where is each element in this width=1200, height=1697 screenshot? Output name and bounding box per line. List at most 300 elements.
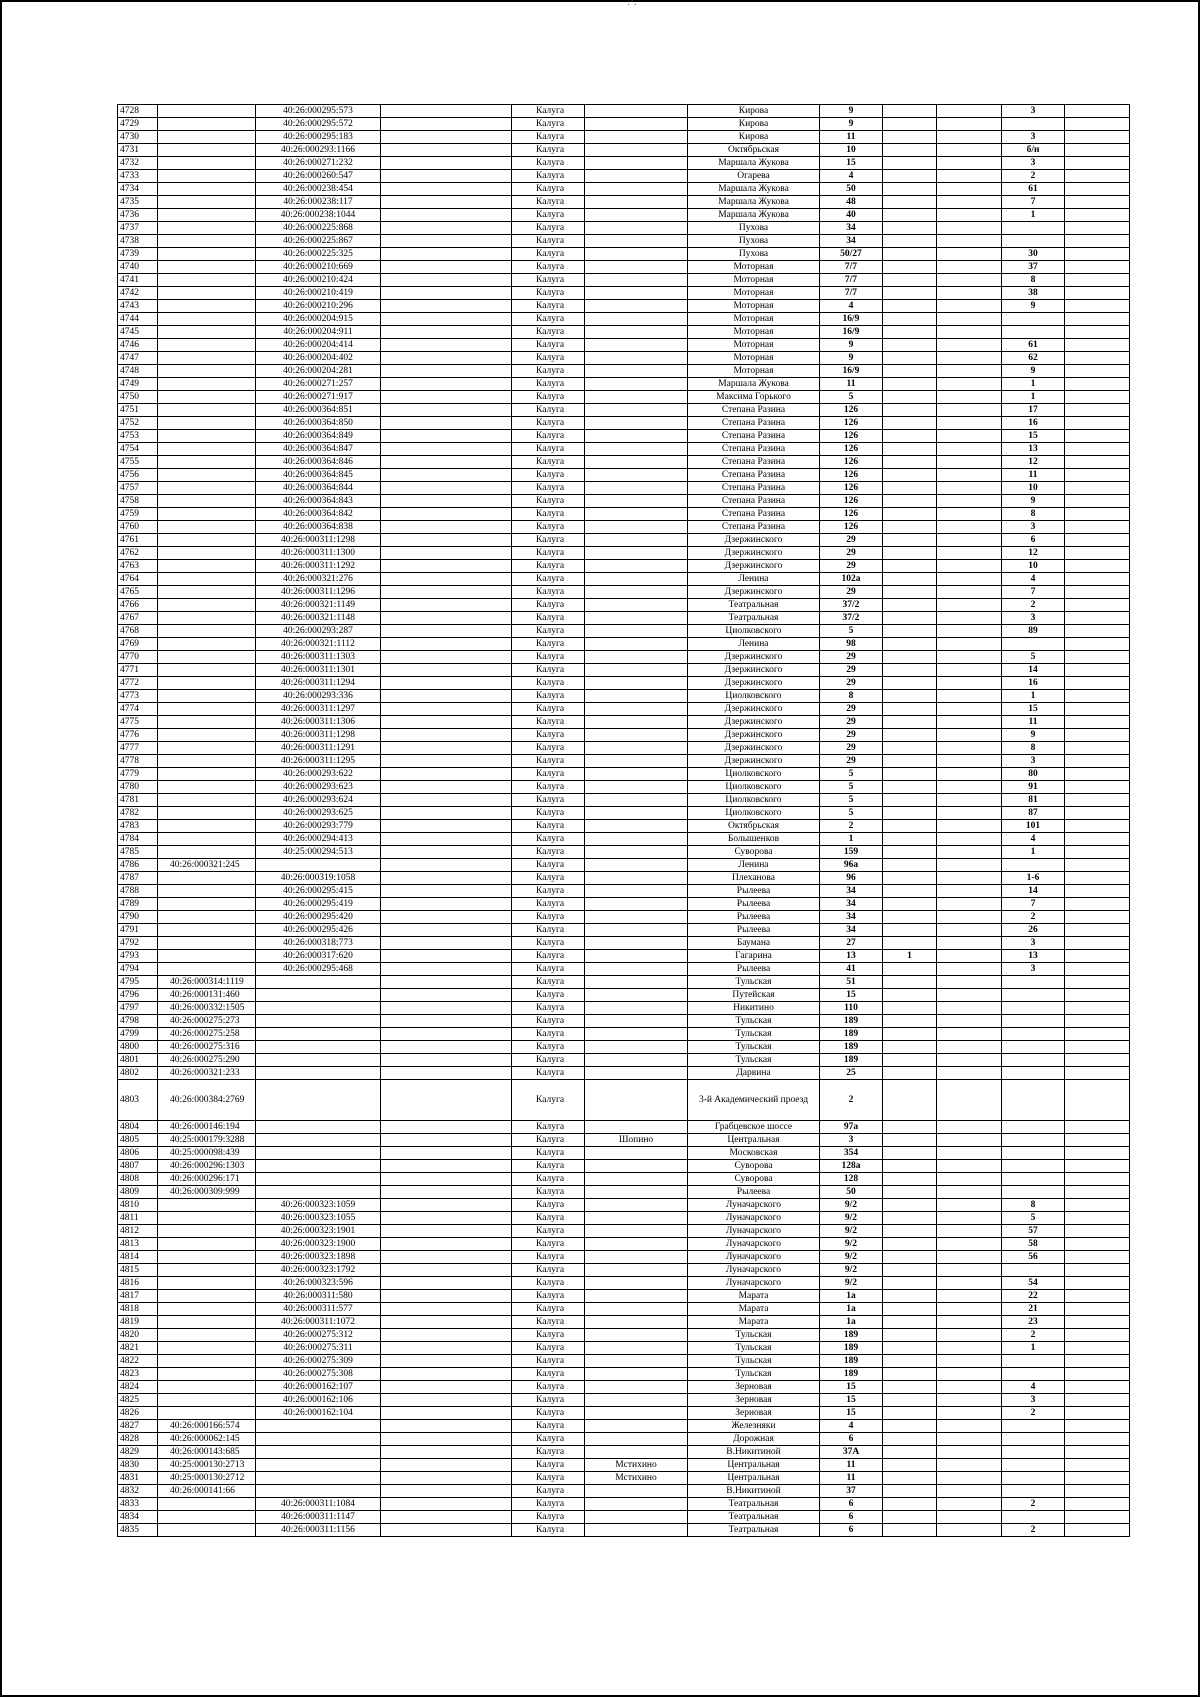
blank-cell xyxy=(937,1407,1002,1420)
city-cell: Калуга xyxy=(512,755,585,768)
blank-cell xyxy=(937,651,1002,664)
house-number-cell: 29 xyxy=(820,586,883,599)
house-number-cell: 11 xyxy=(820,378,883,391)
settlement-cell xyxy=(585,1381,688,1394)
table-row xyxy=(118,1329,1130,1342)
city-cell: Калуга xyxy=(512,1015,585,1028)
settlement-cell xyxy=(585,326,688,339)
blank-cell xyxy=(937,1511,1002,1524)
table-row xyxy=(118,365,1130,378)
city-cell: Калуга xyxy=(512,1394,585,1407)
premises-cadastral-number-cell: 40:26:000225:867 xyxy=(256,235,381,248)
city-cell: Калуга xyxy=(512,833,585,846)
blank-cell xyxy=(381,417,512,430)
land-cadastral-number-cell: 40:26:000384:2769 xyxy=(158,1080,256,1121)
apartment-cell: 22 xyxy=(1002,1290,1065,1303)
row-number-cell: 4823 xyxy=(118,1368,158,1381)
street-cell: Рылеева xyxy=(688,924,820,937)
blank-cell xyxy=(1065,911,1130,924)
land-cadastral-number-cell xyxy=(158,274,256,287)
house-number-cell: 29 xyxy=(820,729,883,742)
building-cell xyxy=(883,638,937,651)
table-row xyxy=(118,404,1130,417)
table-row xyxy=(118,1212,1130,1225)
premises-cadastral-number-cell: 40:26:000317:620 xyxy=(256,950,381,963)
street-cell: Моторная xyxy=(688,287,820,300)
premises-cadastral-number-cell: 40:26:000275:312 xyxy=(256,1329,381,1342)
table-row xyxy=(118,768,1130,781)
house-number-cell: 41 xyxy=(820,963,883,976)
blank-cell xyxy=(381,1264,512,1277)
land-cadastral-number-cell xyxy=(158,612,256,625)
blank-cell xyxy=(937,222,1002,235)
land-cadastral-number-cell: 40:25:000179:3288 xyxy=(158,1134,256,1147)
blank-cell xyxy=(1065,1316,1130,1329)
building-cell xyxy=(883,443,937,456)
blank-cell xyxy=(937,1212,1002,1225)
table-row xyxy=(118,417,1130,430)
city-cell: Калуга xyxy=(512,1511,585,1524)
city-cell: Калуга xyxy=(512,391,585,404)
premises-cadastral-number-cell: 40:26:000293:336 xyxy=(256,690,381,703)
apartment-cell xyxy=(1002,859,1065,872)
blank-cell xyxy=(381,1225,512,1238)
table-row xyxy=(118,248,1130,261)
row-number-cell: 4739 xyxy=(118,248,158,261)
blank-cell xyxy=(381,599,512,612)
land-cadastral-number-cell: 40:26:000332:1505 xyxy=(158,1002,256,1015)
building-cell xyxy=(883,118,937,131)
apartment-cell xyxy=(1002,1147,1065,1160)
house-number-cell: 5 xyxy=(820,391,883,404)
land-cadastral-number-cell xyxy=(158,950,256,963)
house-number-cell: 29 xyxy=(820,716,883,729)
blank-cell xyxy=(937,404,1002,417)
settlement-cell xyxy=(585,1511,688,1524)
land-cadastral-number-cell xyxy=(158,924,256,937)
street-cell: Тульская xyxy=(688,1355,820,1368)
house-number-cell: 2 xyxy=(820,1080,883,1121)
house-number-cell: 48 xyxy=(820,196,883,209)
building-cell xyxy=(883,1147,937,1160)
premises-cadastral-number-cell: 40:26:000319:1058 xyxy=(256,872,381,885)
premises-cadastral-number-cell: 40:26:000238:117 xyxy=(256,196,381,209)
street-cell: Моторная xyxy=(688,274,820,287)
settlement-cell xyxy=(585,1420,688,1433)
row-number-cell: 4833 xyxy=(118,1498,158,1511)
house-number-cell: 10 xyxy=(820,144,883,157)
street-cell: Степана Разина xyxy=(688,456,820,469)
premises-cadastral-number-cell: 40:26:000293:287 xyxy=(256,625,381,638)
city-cell: Калуга xyxy=(512,508,585,521)
table-row xyxy=(118,716,1130,729)
blank-cell xyxy=(937,768,1002,781)
building-cell xyxy=(883,131,937,144)
street-cell: Циолковского xyxy=(688,625,820,638)
land-cadastral-number-cell xyxy=(158,846,256,859)
building-cell xyxy=(883,586,937,599)
premises-cadastral-number-cell: 40:26:000311:1084 xyxy=(256,1498,381,1511)
settlement-cell xyxy=(585,1394,688,1407)
apartment-cell: 57 xyxy=(1002,1225,1065,1238)
blank-cell xyxy=(1065,131,1130,144)
table-row xyxy=(118,261,1130,274)
blank-cell xyxy=(937,794,1002,807)
street-cell: Театральная xyxy=(688,1498,820,1511)
house-number-cell: 37 xyxy=(820,1485,883,1498)
blank-cell xyxy=(381,131,512,144)
building-cell xyxy=(883,339,937,352)
settlement-cell: Шопино xyxy=(585,1134,688,1147)
house-number-cell: 4 xyxy=(820,300,883,313)
house-number-cell: 34 xyxy=(820,222,883,235)
table-row xyxy=(118,703,1130,716)
street-cell: Гагарина xyxy=(688,950,820,963)
blank-cell xyxy=(1065,1212,1130,1225)
blank-cell xyxy=(1065,170,1130,183)
table-row xyxy=(118,781,1130,794)
street-cell: Суворова xyxy=(688,846,820,859)
table-row xyxy=(118,1147,1130,1160)
land-cadastral-number-cell xyxy=(158,768,256,781)
land-cadastral-number-cell xyxy=(158,287,256,300)
apartment-cell: 4 xyxy=(1002,573,1065,586)
blank-cell xyxy=(937,417,1002,430)
land-cadastral-number-cell xyxy=(158,573,256,586)
city-cell: Калуга xyxy=(512,937,585,950)
blank-cell xyxy=(937,625,1002,638)
row-number-cell: 4815 xyxy=(118,1264,158,1277)
building-cell xyxy=(883,1485,937,1498)
house-number-cell: 5 xyxy=(820,768,883,781)
blank-cell xyxy=(937,521,1002,534)
street-cell: Театральная xyxy=(688,1524,820,1537)
blank-cell xyxy=(1065,872,1130,885)
settlement-cell xyxy=(585,651,688,664)
building-cell xyxy=(883,1407,937,1420)
apartment-cell xyxy=(1002,1446,1065,1459)
city-cell: Калуга xyxy=(512,963,585,976)
row-number-cell: 4834 xyxy=(118,1511,158,1524)
blank-cell xyxy=(381,1238,512,1251)
building-cell xyxy=(883,170,937,183)
city-cell: Калуга xyxy=(512,1355,585,1368)
blank-cell xyxy=(381,1368,512,1381)
land-cadastral-number-cell xyxy=(158,261,256,274)
blank-cell xyxy=(381,846,512,859)
settlement-cell xyxy=(585,1264,688,1277)
settlement-cell xyxy=(585,1028,688,1041)
apartment-cell xyxy=(1002,989,1065,1002)
house-number-cell: 29 xyxy=(820,651,883,664)
house-number-cell: 9/2 xyxy=(820,1199,883,1212)
house-number-cell: 8 xyxy=(820,690,883,703)
apartment-cell: 3 xyxy=(1002,937,1065,950)
building-cell xyxy=(883,1303,937,1316)
house-number-cell: 189 xyxy=(820,1028,883,1041)
apartment-cell xyxy=(1002,1368,1065,1381)
land-cadastral-number-cell xyxy=(158,131,256,144)
apartment-cell xyxy=(1002,1121,1065,1134)
house-number-cell: 5 xyxy=(820,781,883,794)
apartment-cell: 26 xyxy=(1002,924,1065,937)
land-cadastral-number-cell xyxy=(158,521,256,534)
street-cell: Суворова xyxy=(688,1173,820,1186)
blank-cell xyxy=(937,1264,1002,1277)
blank-cell xyxy=(937,898,1002,911)
blank-cell xyxy=(1065,105,1130,118)
premises-cadastral-number-cell xyxy=(256,1420,381,1433)
blank-cell xyxy=(1065,1485,1130,1498)
building-cell xyxy=(883,1054,937,1067)
table-row xyxy=(118,287,1130,300)
land-cadastral-number-cell xyxy=(158,1407,256,1420)
row-number-cell: 4797 xyxy=(118,1002,158,1015)
street-cell: Луначарского xyxy=(688,1264,820,1277)
settlement-cell xyxy=(585,1485,688,1498)
blank-cell xyxy=(1065,846,1130,859)
land-cadastral-number-cell xyxy=(158,248,256,261)
settlement-cell xyxy=(585,1329,688,1342)
blank-cell xyxy=(381,1316,512,1329)
premises-cadastral-number-cell: 40:26:000311:1294 xyxy=(256,677,381,690)
premises-cadastral-number-cell: 40:26:000323:1901 xyxy=(256,1225,381,1238)
blank-cell xyxy=(1065,1028,1130,1041)
blank-cell xyxy=(381,950,512,963)
blank-cell xyxy=(1065,326,1130,339)
blank-cell xyxy=(1065,1329,1130,1342)
building-cell xyxy=(883,781,937,794)
table-row xyxy=(118,1381,1130,1394)
table-row xyxy=(118,1225,1130,1238)
building-cell xyxy=(883,1368,937,1381)
apartment-cell: 3 xyxy=(1002,963,1065,976)
city-cell: Калуга xyxy=(512,1485,585,1498)
blank-cell xyxy=(381,859,512,872)
land-cadastral-number-cell xyxy=(158,703,256,716)
blank-cell xyxy=(1065,144,1130,157)
row-number-cell: 4808 xyxy=(118,1173,158,1186)
blank-cell xyxy=(381,1251,512,1264)
table-row xyxy=(118,170,1130,183)
premises-cadastral-number-cell: 40:26:000275:309 xyxy=(256,1355,381,1368)
building-cell xyxy=(883,157,937,170)
blank-cell xyxy=(381,404,512,417)
building-cell xyxy=(883,1212,937,1225)
house-number-cell: 3 xyxy=(820,1134,883,1147)
blank-cell xyxy=(1065,1147,1130,1160)
blank-cell xyxy=(937,196,1002,209)
blank-cell xyxy=(1065,1459,1130,1472)
city-cell: Калуга xyxy=(512,456,585,469)
settlement-cell xyxy=(585,1212,688,1225)
blank-cell xyxy=(381,1420,512,1433)
premises-cadastral-number-cell: 40:26:000364:845 xyxy=(256,469,381,482)
city-cell: Калуга xyxy=(512,1329,585,1342)
city-cell: Калуга xyxy=(512,638,585,651)
land-cadastral-number-cell xyxy=(158,963,256,976)
blank-cell xyxy=(937,1355,1002,1368)
settlement-cell xyxy=(585,872,688,885)
settlement-cell xyxy=(585,1015,688,1028)
settlement-cell xyxy=(585,1186,688,1199)
row-number-cell: 4767 xyxy=(118,612,158,625)
blank-cell xyxy=(937,469,1002,482)
row-number-cell: 4832 xyxy=(118,1485,158,1498)
land-cadastral-number-cell xyxy=(158,144,256,157)
building-cell xyxy=(883,417,937,430)
blank-cell xyxy=(381,924,512,937)
premises-cadastral-number-cell: 40:26:000238:454 xyxy=(256,183,381,196)
blank-cell xyxy=(381,118,512,131)
street-cell: Баумана xyxy=(688,937,820,950)
street-cell: Дзержинского xyxy=(688,703,820,716)
house-number-cell: 6 xyxy=(820,1433,883,1446)
table-row xyxy=(118,638,1130,651)
settlement-cell xyxy=(585,1251,688,1264)
row-number-cell: 4735 xyxy=(118,196,158,209)
land-cadastral-number-cell: 40:26:000062:145 xyxy=(158,1433,256,1446)
premises-cadastral-number-cell: 40:26:000321:1149 xyxy=(256,599,381,612)
table-row xyxy=(118,508,1130,521)
blank-cell xyxy=(937,1160,1002,1173)
apartment-cell xyxy=(1002,222,1065,235)
building-cell xyxy=(883,209,937,222)
premises-cadastral-number-cell: 40:26:000323:1059 xyxy=(256,1199,381,1212)
land-cadastral-number-cell xyxy=(158,118,256,131)
blank-cell xyxy=(1065,937,1130,950)
land-cadastral-number-cell xyxy=(158,781,256,794)
house-number-cell: 11 xyxy=(820,1459,883,1472)
land-cadastral-number-cell xyxy=(158,404,256,417)
blank-cell xyxy=(1065,443,1130,456)
settlement-cell xyxy=(585,989,688,1002)
apartment-cell: 15 xyxy=(1002,430,1065,443)
land-cadastral-number-cell xyxy=(158,1199,256,1212)
settlement-cell xyxy=(585,1498,688,1511)
blank-cell xyxy=(381,573,512,586)
settlement-cell xyxy=(585,1368,688,1381)
blank-cell xyxy=(937,326,1002,339)
blank-cell xyxy=(937,690,1002,703)
table-row xyxy=(118,534,1130,547)
blank-cell xyxy=(1065,859,1130,872)
land-cadastral-number-cell xyxy=(158,872,256,885)
apartment-cell: 12 xyxy=(1002,547,1065,560)
apartment-cell: 1 xyxy=(1002,378,1065,391)
settlement-cell xyxy=(585,508,688,521)
street-cell: Пухова xyxy=(688,235,820,248)
blank-cell xyxy=(381,248,512,261)
street-cell: Театральная xyxy=(688,612,820,625)
house-number-cell: 29 xyxy=(820,547,883,560)
table-row xyxy=(118,547,1130,560)
row-number-cell: 4786 xyxy=(118,859,158,872)
city-cell: Калуга xyxy=(512,989,585,1002)
blank-cell xyxy=(381,1355,512,1368)
street-cell: Центральная xyxy=(688,1472,820,1485)
building-cell xyxy=(883,248,937,261)
blank-cell xyxy=(1065,274,1130,287)
blank-cell xyxy=(937,937,1002,950)
blank-cell xyxy=(381,378,512,391)
blank-cell xyxy=(937,170,1002,183)
row-number-cell: 4777 xyxy=(118,742,158,755)
settlement-cell xyxy=(585,898,688,911)
table-row xyxy=(118,1028,1130,1041)
house-number-cell: 159 xyxy=(820,846,883,859)
blank-cell xyxy=(937,703,1002,716)
building-cell xyxy=(883,365,937,378)
premises-cadastral-number-cell: 40:26:000275:311 xyxy=(256,1342,381,1355)
building-cell xyxy=(883,1225,937,1238)
blank-cell xyxy=(1065,885,1130,898)
premises-cadastral-number-cell: 40:26:000311:1298 xyxy=(256,729,381,742)
city-cell: Калуга xyxy=(512,625,585,638)
premises-cadastral-number-cell xyxy=(256,1459,381,1472)
blank-cell xyxy=(381,1381,512,1394)
blank-cell xyxy=(381,937,512,950)
apartment-cell: 3 xyxy=(1002,521,1065,534)
blank-cell xyxy=(937,1251,1002,1264)
apartment-cell xyxy=(1002,1080,1065,1121)
city-cell: Калуга xyxy=(512,703,585,716)
blank-cell xyxy=(1065,404,1130,417)
premises-cadastral-number-cell: 40:26:000204:414 xyxy=(256,339,381,352)
city-cell: Калуга xyxy=(512,1264,585,1277)
apartment-cell xyxy=(1002,1134,1065,1147)
table-row xyxy=(118,482,1130,495)
blank-cell xyxy=(1065,820,1130,833)
row-number-cell: 4773 xyxy=(118,690,158,703)
land-cadastral-number-cell xyxy=(158,833,256,846)
row-number-cell: 4743 xyxy=(118,300,158,313)
settlement-cell xyxy=(585,716,688,729)
blank-cell xyxy=(381,638,512,651)
blank-cell xyxy=(937,274,1002,287)
row-number-cell: 4812 xyxy=(118,1225,158,1238)
apartment-cell: 13 xyxy=(1002,950,1065,963)
blank-cell xyxy=(1065,1355,1130,1368)
settlement-cell xyxy=(585,1041,688,1054)
city-cell: Калуга xyxy=(512,742,585,755)
blank-cell xyxy=(381,716,512,729)
blank-cell xyxy=(937,807,1002,820)
land-cadastral-number-cell xyxy=(158,755,256,768)
blank-cell xyxy=(1065,430,1130,443)
table-row xyxy=(118,872,1130,885)
city-cell: Калуга xyxy=(512,716,585,729)
street-cell: Дзержинского xyxy=(688,651,820,664)
building-cell xyxy=(883,1524,937,1537)
apartment-cell: 81 xyxy=(1002,794,1065,807)
blank-cell xyxy=(937,144,1002,157)
blank-cell xyxy=(381,547,512,560)
row-number-cell: 4732 xyxy=(118,157,158,170)
street-cell: Дзержинского xyxy=(688,742,820,755)
row-number-cell: 4760 xyxy=(118,521,158,534)
apartment-cell: 87 xyxy=(1002,807,1065,820)
street-cell: Марата xyxy=(688,1303,820,1316)
city-cell: Калуга xyxy=(512,1524,585,1537)
city-cell: Калуга xyxy=(512,885,585,898)
land-cadastral-number-cell: 40:26:000146:194 xyxy=(158,1121,256,1134)
settlement-cell xyxy=(585,196,688,209)
land-cadastral-number-cell xyxy=(158,1381,256,1394)
row-number-cell: 4764 xyxy=(118,573,158,586)
blank-cell xyxy=(381,755,512,768)
house-number-cell: 11 xyxy=(820,1472,883,1485)
